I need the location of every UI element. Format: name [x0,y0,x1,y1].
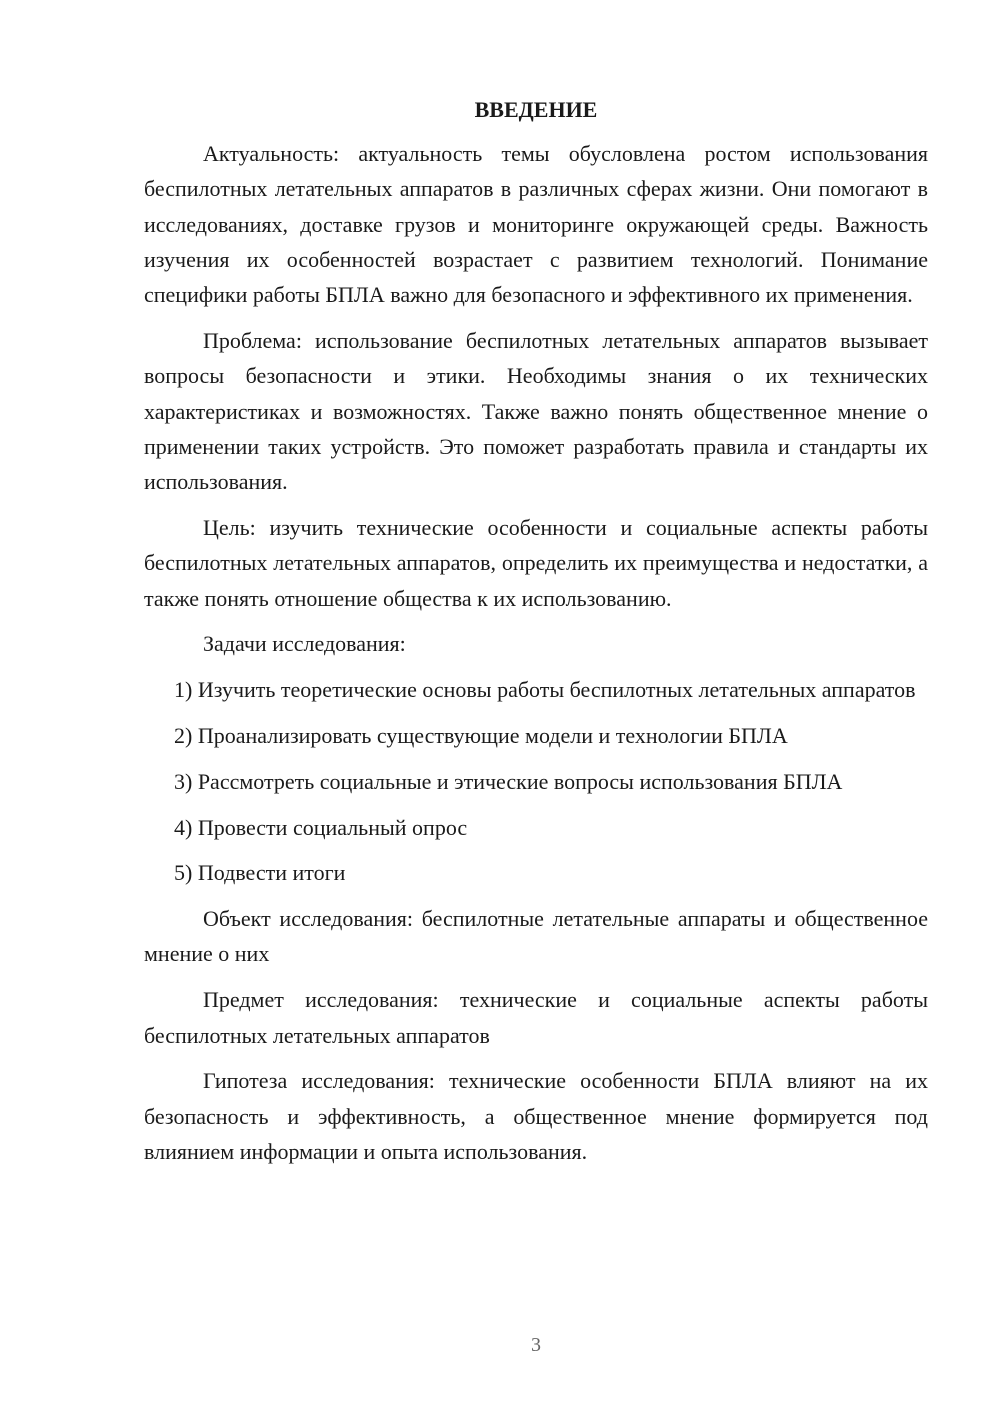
task-item: 4) Провести социальный опрос [174,814,468,840]
page-number: 3 [531,1334,541,1356]
hypothesis-paragraph: Гипотеза исследования: технические особенности БПЛА влияют на их безопасность и эффективность, а общественное мнение формируется под влиянием информации и опыта использования. [144,1068,928,1164]
problem-paragraph: Проблема: использование беспилотных летательных аппаратов вызывает вопросы безопасности и этики. Необходимы знания о их технических характеристиках и возможностях. Также важно понять общественное мнение о применении таких устройств. Это поможет разработать правила и стандарты их использования. [144,327,928,495]
goal-paragraph: Цель: изучить технические особенности и социальные аспекты работы беспилотных летательных аппаратов, определить их преимущества и недостатки, а также понять отношение общества к их использованию. [144,514,928,611]
object-paragraph: Объект исследования: беспилотные летательные аппараты и общественное мнение о них [144,906,928,967]
tasks-heading: Задачи исследования: [203,631,406,657]
subject-paragraph: Предмет исследования: технические и социальные аспекты работы беспилотных летательных аппаратов [144,987,928,1048]
task-item: 5) Подвести итоги [174,860,346,886]
document-page [144,92,928,1180]
document-title: ВВЕДЕНИЕ [474,97,598,122]
relevance-paragraph: Актуальность: актуальность темы обусловлена ростом использования беспилотных летательных аппаратов в различных сферах жизни. Они помогают в исследованиях, доставке грузов и мониторинге окружающей среды. Важность изучения их особенностей возрастает с развитием технологий. Понимание специфики работы БПЛА важно для безопасного и эффективного их применения. [144,141,928,308]
task-item: 1) Изучить теоретические основы работы беспилотных летательных аппаратов [174,677,916,703]
task-item: 2) Проанализировать существующие модели и технологии БПЛА [174,722,788,748]
task-item: 3) Рассмотреть социальные и этические вопросы использования БПЛА [174,768,843,794]
